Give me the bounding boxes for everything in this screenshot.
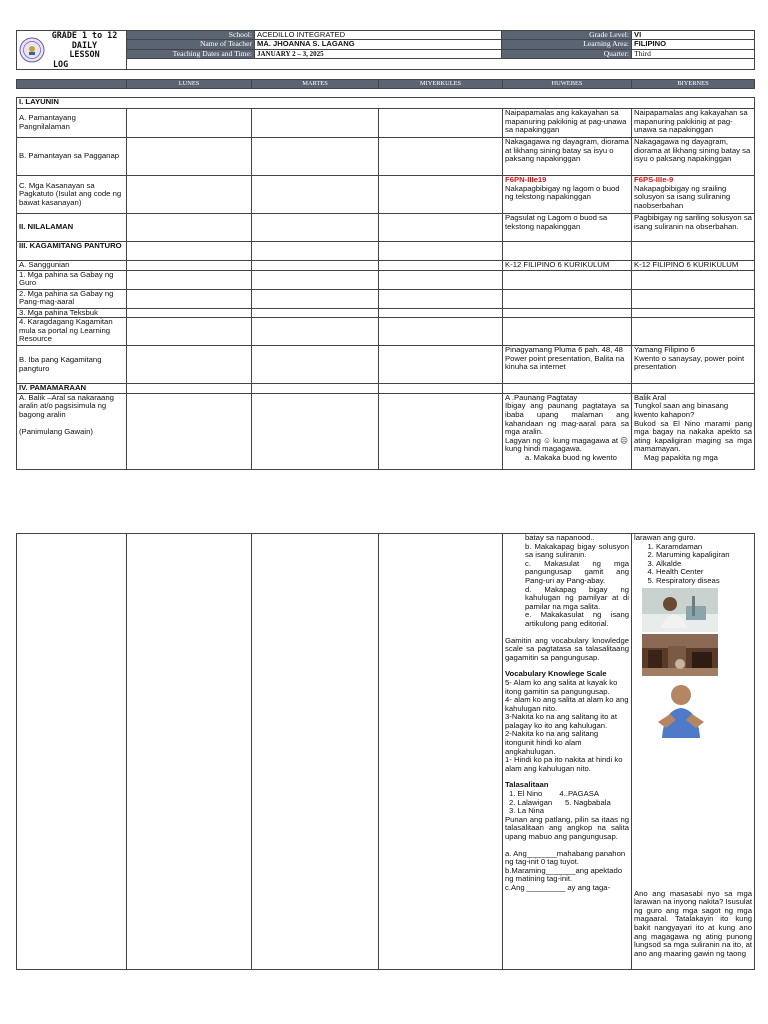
huwebes-kasanayan	[503, 176, 632, 214]
mayor-photo	[654, 678, 708, 738]
biyernes-sanggunian: K-12 FILIPINO 6 KURIKULUM	[632, 261, 755, 271]
huwebes-sanggunian: K-12 FILIPINO 6 KURIKULUM	[503, 261, 632, 271]
biyernes-cont: larawan ang guro.	[634, 533, 696, 542]
huwebes-pamantayang: Naipapamalas ang kakayahan sa mapanuring pakikinig at pag-unawa sa napakinggan	[503, 109, 632, 138]
day-biyernes: BIYERNES	[632, 80, 755, 89]
huwebes-item-d: d. Makapag bigay ng kahulugan ng pamilyar at di pamilar na mga salita.	[525, 584, 629, 611]
biyernes-balik-aral	[632, 393, 755, 469]
talasalitaan-row: 2. Lalawigan 5. Nagbabala	[509, 797, 611, 807]
biyernes-question: Ano ang masasabi nyo sa mga larawan na inyong nakita? Isusulat ng guro ang mga sagot ng mga magaaral. Tatalakayin ito kung bakit nangyayari ito at kung ano ang magagawa ng ating punong lungsod sa mga suliranin na ito, at ano ang maaring gawin ng taong	[634, 888, 752, 958]
huwebes-blank-a: a. Ang_______mahabang panahon ng tag-init 0 tag tuyot.	[505, 848, 626, 867]
dirty-environment-photo	[642, 634, 718, 676]
school-value: ACEDILLO INTEGRATED	[255, 31, 502, 40]
biyernes-pamantayang: Naipapamalas ang kakayahan sa mapanuring pakikinig at pag-unawa sa napakinggan	[632, 109, 755, 138]
biyernes-pagganap: Nakagagawa ng dayagram, diorama at likhang sining batay sa isyu o paksang napakinggan	[632, 138, 755, 176]
talasalitaan-row: 3. La Nina	[509, 806, 545, 816]
day-blank	[17, 80, 127, 89]
row-label-guro: 1. Mga pahina sa Gabay ng Guro	[17, 270, 127, 289]
teacher-label: Name of Teacher	[127, 40, 255, 49]
day-miyerkules: MIYERKULES	[379, 80, 503, 89]
grade-label: Grade Level:	[502, 31, 632, 40]
dates-label: Teaching Dates and Time:	[127, 49, 255, 58]
biyernes-kasanayan-text: Nakapagbibigay ng srailing solusyon sa isang suliraning naobserbahan	[634, 183, 731, 210]
huwebes-item-b: b. Makakapag bigay solusyon sa isang suliranin.	[525, 541, 629, 560]
school-label: School:	[127, 31, 255, 40]
huwebes-balik-title: A .Paunang Pagtatay	[505, 393, 578, 402]
huwebes-code: F6PN-IIIe19	[505, 175, 547, 184]
vks-item: 2-Nakita ko na ang salitang itongunit hindi ko alam angkahulugan.	[505, 729, 599, 756]
deped-seal-icon	[19, 37, 45, 63]
huwebes-gamitin: Gamitin ang vocabulary knowledge scale sa pagtatasa sa talasalitaang gagamitin sa pangungusap.	[505, 635, 629, 662]
biyernes-continuation	[632, 534, 755, 970]
biyernes-balik-text2: Bukod sa El Nino marami pang mga bagay na nakaka apekto sa ating kapaligiran maging sa mga mamamayan.	[634, 418, 753, 454]
list-item: 2. Maruming kapaligiran	[656, 551, 752, 560]
quarter-label: Quarter:	[502, 49, 632, 58]
vks-title: Vocabulary Knowlege Scale	[505, 669, 607, 679]
row-label-pamantayang: A. Pamantayang Pangnilalaman	[17, 109, 127, 138]
row-label-mag-aaral: 2. Mga pahina sa Gabay ng Pang-mag-aaral	[17, 289, 127, 308]
area-value: FILIPINO	[632, 40, 755, 49]
day-lunes: LUNES	[127, 80, 252, 89]
biyernes-balik-text3: Mag papakita ng mga	[644, 452, 718, 462]
huwebes-iba-pang: Pinagyamang Pluma 6 pah. 48, 48 Power point presentation, Balita na kinuha sa internet	[503, 346, 632, 384]
balik-aral-label: A. Balik –Aral sa nakaraang aralin at/o pagsisimula ng bagong aralin	[19, 393, 114, 419]
huwebes-item-e: e. Makakasulat ng isang artikulong pang editorial.	[525, 610, 629, 628]
huwebes-nilalaman: Pagsulat ng Lagom o buod sa tekstong napakinggan	[503, 214, 632, 242]
list-item: 3. Alkalde	[656, 560, 752, 569]
section-pamamaraan: IV. PAMAMARAAN	[17, 384, 127, 394]
lesson-grid-1	[16, 97, 755, 470]
lesson-log-title	[45, 31, 124, 69]
huwebes-punan: Punan ang patlang, pilin sa itaas ng talasalitaan ang angkop na salita upang mabuo ang pangungusap.	[505, 814, 629, 841]
day-header	[16, 79, 755, 89]
biyernes-balik-text: Tungkol saan ang binasang kwento kahapon?	[634, 401, 729, 419]
huwebes-item-c: c. Makasulat ng mga pangungusap gamit ang Pang-uri ay Pang-abay.	[525, 558, 629, 585]
row-label-balik-aral	[17, 393, 127, 469]
huwebes-blank-b: b.Maraming_______ang apektado ng matining tag-init.	[505, 865, 623, 884]
row-label-iba-pang: B. Iba pang Kagamitang pangturo	[17, 346, 127, 384]
huwebes-balik-aral	[503, 393, 632, 469]
list-item: 5. Respiratory diseas	[656, 577, 752, 586]
day-huwebes: HUWEBES	[503, 80, 632, 89]
huwebes-balik-text2: Lagyan ng ☺ kung magagawa at ☹ kung hindi magagawa.	[505, 435, 629, 454]
huwebes-balik-text: Ibigay ang paunang pagtataya sa ibaba upang malaman ang kahandaan ng mag-aaral para sa mga aralin.	[505, 401, 629, 437]
row-label-teksbuk: 3. Mga pahina Teksbuk	[17, 308, 127, 318]
row-label-karagdagang: 4. Karagdagang Kagamitan mula sa portal ng Learning Resource	[17, 318, 127, 346]
row-label-sanggunian: A. Sanggunian	[17, 261, 127, 271]
vks-item: 1- Hindi ko pa ito nakita at hindi ko alam ang kahulugan nito.	[505, 755, 623, 773]
title-line: LESSON	[69, 49, 100, 59]
talasalitaan-title: Talasalitaan	[505, 780, 549, 790]
biyernes-kasanayan	[632, 176, 755, 214]
page-2	[0, 533, 768, 973]
list-item: 4. Health Center	[656, 568, 752, 577]
row-label-pagganap: B. Pamantayan sa Pagganap	[17, 138, 127, 176]
dates-value: JANUARY 2 – 3, 2025	[255, 49, 502, 58]
talasalitaan-row: 1. El Nino 4..PAGASA	[509, 789, 600, 799]
title-line: GRADE 1 to 12	[51, 30, 118, 40]
area-label: Learning Area:	[502, 40, 632, 49]
day-martes: MARTES	[252, 80, 379, 89]
lesson-grid-2	[16, 533, 755, 970]
biyernes-nilalaman: Pagbibigay ng sariling solusyon sa isang suliranin na obserbahan.	[632, 214, 755, 242]
biyernes-iba-pang: Yamang Filipino 6 Kwento o sanaysay, power point presentation	[632, 346, 755, 384]
biyernes-picture-list	[634, 543, 752, 586]
panimulang-label: (Panimulang Gawain)	[19, 426, 93, 436]
vks-item: 3-Nakita ko na ang salitang ito at palagay ko ito ang kahulugan.	[505, 712, 617, 730]
header-spacer	[127, 59, 755, 70]
biyernes-code: F6PS-IIIe-9	[634, 175, 674, 184]
huwebes-pagganap: Nakagagawa ng dayagram, diorama at likhang sining batay sa isyu o paksang napakinggan	[503, 138, 632, 176]
grade-value: VI	[632, 31, 755, 40]
section-kagamitan: III. KAGAMITANG PANTURO	[17, 242, 127, 261]
title-line: DAILY	[71, 39, 98, 50]
title-line: LOG	[53, 58, 69, 69]
section-nilalaman: II. NILALAMAN	[17, 214, 127, 242]
sick-person-photo	[642, 588, 718, 632]
huwebes-blank-c: c.Ang _________ ay ang taga-	[505, 882, 611, 892]
quarter-value: Third	[632, 49, 755, 58]
biyernes-balik-title: Balik Aral	[634, 393, 667, 402]
vks-item: 4- alam ko ang salita at alam ko ang kahulugan nito.	[505, 695, 629, 713]
huwebes-continuation	[503, 534, 632, 970]
list-item: 1. Karamdaman	[656, 543, 752, 552]
huwebes-kasanayan-text: Nakapagbibigay ng lagom o buod ng tekstong napakinggan	[505, 183, 620, 202]
teacher-value: MA. JHOANNA S. LAGANG	[255, 40, 502, 49]
vks-item: 5- Alam ko ang salita at kayak ko itong gamitin sa pangungusap.	[505, 677, 618, 696]
huwebes-item-a: a. Makaka buod ng kwento	[525, 452, 617, 462]
row-label-kasanayan: C. Mga Kasanayan sa Pagkatuto (Isulat ang code ng bawat kasanayan)	[17, 176, 127, 214]
section-layunin: I. LAYUNIN	[17, 98, 755, 109]
huwebes-cont: batay sa napanood..	[525, 533, 595, 542]
header-table	[16, 30, 755, 70]
logo-title-cell	[17, 31, 127, 70]
page-1	[0, 0, 768, 480]
